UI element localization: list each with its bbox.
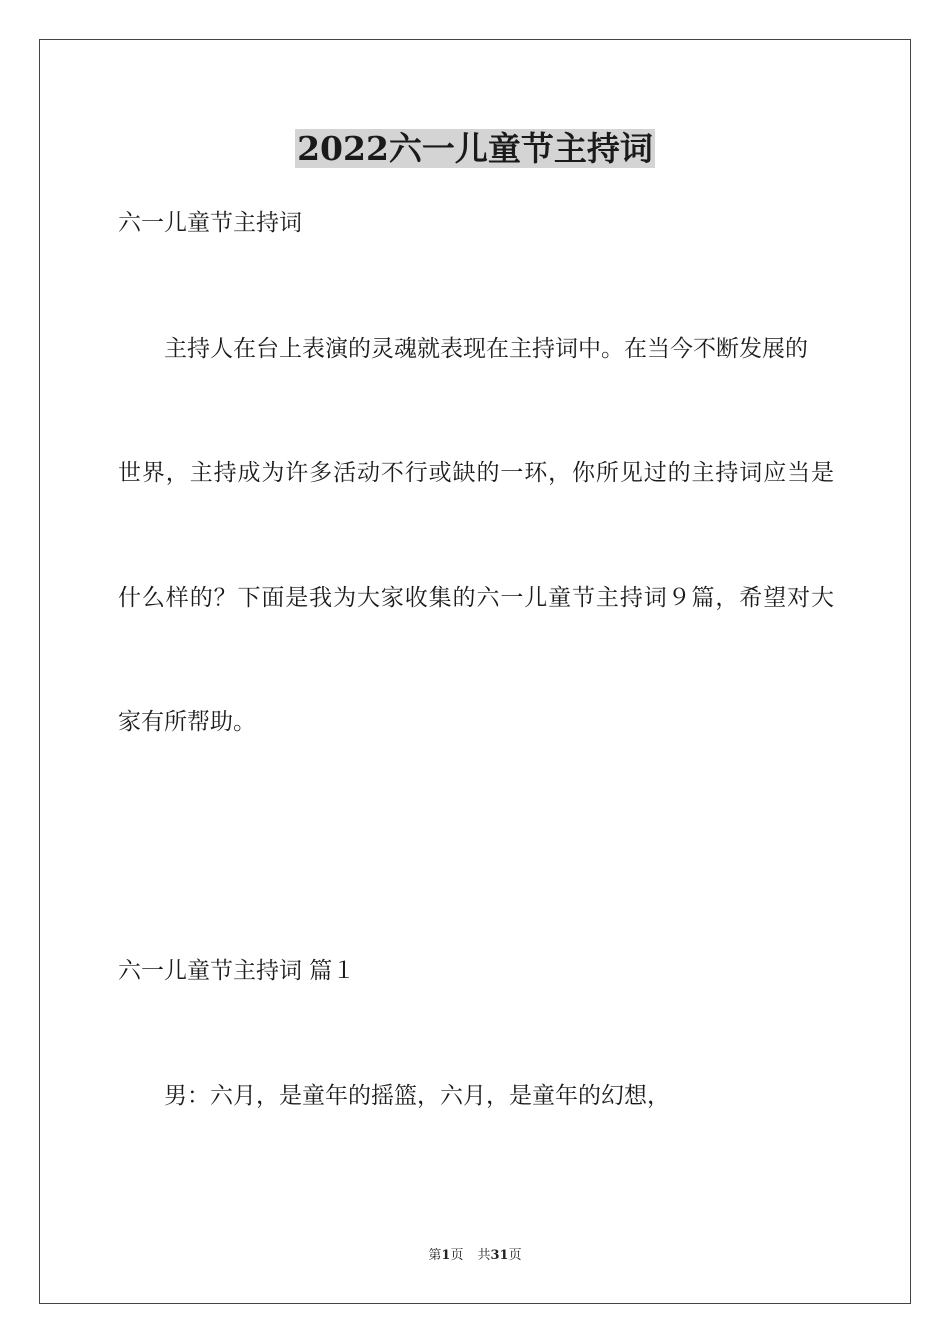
intro-line-4: 家有所帮助。 — [118, 709, 256, 735]
document-title — [0, 127, 950, 171]
document-title-text: 2022六一儿童节主持词 — [297, 129, 653, 168]
page-footer — [0, 1246, 950, 1266]
intro-line-2: 世界，主持成为许多活动不行或缺的一环，你所见过的主持词应当是 — [118, 460, 834, 486]
footer-total-prefix: 共 — [477, 1248, 491, 1263]
section-heading: 六一儿童节主持词 篇１ — [118, 958, 356, 984]
footer-total-suffix: 页 — [508, 1248, 522, 1263]
intro-line-3: 什么样的？下面是我为大家收集的六一儿童节主持词９篇，希望对大 — [118, 585, 834, 611]
section-paragraph-line: 男：六月，是童年的摇篮，六月，是童年的幻想， — [164, 1083, 670, 1109]
footer-page-prefix: 第 — [428, 1248, 442, 1263]
intro-line-1: 主持人在台上表演的灵魂就表现在主持词中。在当今不断发展的 — [164, 336, 808, 362]
document-subtitle: 六一儿童节主持词 — [118, 210, 302, 236]
footer-total-pages: 31 — [490, 1248, 509, 1263]
footer-page-suffix: 页 — [450, 1248, 464, 1263]
footer-page-number: 1 — [441, 1248, 451, 1263]
